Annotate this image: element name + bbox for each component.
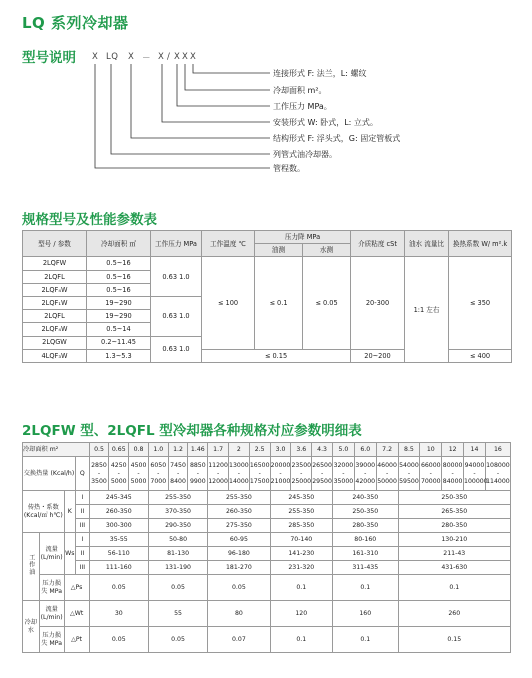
detail-area-value: 7.2: [376, 443, 398, 457]
flow-value: 35-55: [89, 533, 148, 547]
heat-min: 66000: [420, 461, 441, 469]
oil-drop-value: 0.1: [270, 575, 332, 601]
heat-min: 23500: [291, 461, 312, 469]
spec-header-ratio: 油水 流量比: [405, 231, 449, 257]
spec-model: 2LQFL: [23, 270, 87, 283]
k-value: 285-350: [270, 519, 332, 533]
heat-max: 59500: [399, 477, 419, 485]
spec-table: [22, 230, 512, 363]
detail-area-value: 0.5: [89, 443, 109, 457]
heat-min: 4250: [110, 461, 127, 469]
water-drop-value: 0.1: [270, 627, 332, 653]
table-row: [23, 601, 511, 627]
spec-pressure: 0.63 1.0: [151, 336, 202, 362]
model-code-diagram: [92, 40, 422, 190]
heat-max: 25000: [291, 477, 312, 485]
k-value: 265-350: [398, 505, 510, 519]
detail-heat-cell: 7450 - 8400: [168, 457, 188, 491]
water-flow-value: 120: [270, 601, 332, 627]
detail-flow-label: 流量 (L/min): [39, 533, 64, 575]
spec-viscosity-last: 20~200: [351, 349, 405, 362]
spec-header-viscosity: 介质粘度 cSt: [351, 231, 405, 257]
detail-heat-cell: 11200 - 12000: [208, 457, 229, 491]
oil-drop-value: 0.1: [398, 575, 510, 601]
spec-model: 2LQGW: [23, 336, 87, 349]
spec-area: 19~290: [87, 296, 151, 309]
detail-heat-cell: 16500 - 17500: [249, 457, 270, 491]
model-desc-type: 列管式油冷却器。: [273, 150, 337, 159]
model-desc-install: 安装形式 W: 卧式，L: 立式。: [273, 118, 378, 127]
spec-model: 2LQFL: [23, 310, 87, 323]
detail-area-value: 16: [485, 443, 510, 457]
flow-value: 231-320: [270, 561, 332, 575]
page-title: LQ 系列冷却器: [22, 14, 129, 32]
detail-heat-cell: 4500 - 5000: [129, 457, 149, 491]
detail-area-value: 2.5: [249, 443, 270, 457]
spec-pressure: 0.63 1.0: [151, 257, 202, 297]
spec-header-drop-water: 水测: [303, 244, 351, 257]
spec-header-drop-oil: 油测: [255, 244, 303, 257]
detail-area-value: 1.2: [168, 443, 188, 457]
k-value: 370-350: [148, 505, 207, 519]
water-flow-value: 30: [89, 601, 148, 627]
spec-area: 0.5~16: [87, 270, 151, 283]
k-value: 300-300: [89, 519, 148, 533]
detail-heat-cell: 4250 - 5000: [109, 457, 129, 491]
spec-model: 2LQF₄W: [23, 323, 87, 336]
water-flow-value: 260: [398, 601, 510, 627]
table-row: [23, 561, 511, 575]
detail-area-value: 0.65: [109, 443, 129, 457]
flow-value: 311-435: [332, 561, 398, 575]
detail-heat-cell: 32000 - 35000: [332, 457, 354, 491]
flow-value: 56-110: [89, 547, 148, 561]
detail-area-value: 3.0: [270, 443, 291, 457]
model-desc-pressure: 工作压力 MPa。: [273, 102, 332, 111]
heat-min: 7450: [170, 461, 186, 469]
flow-value: 161-310: [332, 547, 398, 561]
flow-value: 81-130: [148, 547, 207, 561]
spec-header-drop: 压力降 MPa: [255, 231, 351, 244]
water-drop-value: 0.05: [148, 627, 207, 653]
detail-area-label: 冷却面积 m²: [23, 443, 90, 457]
detail-heat-cell: 54000 - 59500: [398, 457, 420, 491]
detail-ws-symbol: Ws: [64, 533, 75, 575]
detail-heat-cell: 20000 - 21000: [270, 457, 291, 491]
k-value: 275-350: [208, 519, 270, 533]
detail-pt-symbol: △Pt: [64, 627, 89, 653]
detail-ps-symbol: △Ps: [64, 575, 89, 601]
heat-min: 4500: [130, 461, 147, 469]
spec-temp: ≤ 100: [202, 257, 255, 349]
model-section-title: 型号说明: [22, 50, 76, 66]
spec-drop-water: ≤ 0.05: [303, 257, 351, 349]
heat-min: 2850: [91, 461, 107, 469]
detail-heat-cell: 66000 - 70000: [420, 457, 442, 491]
heat-min: 46000: [377, 461, 397, 469]
flow-value: 431-630: [398, 561, 510, 575]
heat-min: 80000: [442, 461, 463, 469]
detail-heat-cell: 80000 - 84000: [442, 457, 464, 491]
spec-area: 0.5~14: [87, 323, 151, 336]
table-row: [23, 257, 512, 270]
detail-heat-label: 交换热量 (Kcal/h): [23, 457, 76, 491]
detail-area-value: 10: [420, 443, 442, 457]
k-value: 245-350: [270, 491, 332, 505]
spec-header-coef: 换热系数 W/ m².k: [449, 231, 512, 257]
detail-wt-symbol: △Wt: [64, 601, 89, 627]
k-value: 280-350: [398, 519, 510, 533]
heat-max: 100000: [464, 477, 488, 485]
flow-value: 211-43: [398, 547, 510, 561]
oil-drop-value: 0.05: [208, 575, 270, 601]
heat-max: 9900: [189, 477, 206, 485]
heat-max: 5000: [130, 477, 147, 485]
roman-numeral: II: [76, 505, 90, 519]
spec-model: 4LQF₃W: [23, 349, 87, 362]
code-segment: －: [142, 54, 152, 64]
spec-header-area: 冷却面积 ㎡: [87, 231, 151, 257]
water-drop-value: 0.07: [208, 627, 270, 653]
spec-pressure: 0.63 1.0: [151, 296, 202, 336]
heat-min: 20000: [270, 461, 291, 469]
spec-ratio: 1:1 左右: [405, 257, 449, 363]
detail-heat-cell: 39000 - 42000: [354, 457, 376, 491]
heat-min: 54000: [399, 461, 419, 469]
heat-min: 8850: [189, 461, 206, 469]
detail-oil-drop-label: 压力损失 MPa: [39, 575, 64, 601]
flow-value: 130-210: [398, 533, 510, 547]
roman-numeral: I: [76, 533, 90, 547]
heat-min: 94000: [464, 461, 485, 469]
detail-table: [22, 442, 511, 653]
heat-max: 3500: [91, 477, 107, 485]
spec-viscosity: 20-300: [351, 257, 405, 349]
detail-area-row: [23, 443, 511, 457]
detail-water-drop-label: 压力损失 MPa: [39, 627, 64, 653]
detail-area-value: 1.0: [148, 443, 168, 457]
roman-numeral: I: [76, 491, 90, 505]
spec-drop-oil: ≤ 0.1: [255, 257, 303, 349]
spec-area: 0.5~16: [87, 257, 151, 270]
water-flow-value: 55: [148, 601, 207, 627]
spec-model: 2LQFW: [23, 257, 87, 270]
heat-max: 12000: [208, 477, 228, 485]
detail-heat-cell: 2850 - 3500: [89, 457, 109, 491]
code-segment: LQ: [106, 52, 119, 62]
detail-area-value: 0.8: [129, 443, 149, 457]
oil-drop-value: 0.05: [89, 575, 148, 601]
k-value: 290-350: [148, 519, 207, 533]
oil-drop-value: 0.05: [148, 575, 207, 601]
roman-numeral: III: [76, 561, 90, 575]
spec-area: 0.2~11.45: [87, 336, 151, 349]
code-segment: X: [174, 52, 181, 62]
heat-max: 14000: [229, 477, 249, 485]
spec-header-pressure: 工作压力 MPa: [151, 231, 202, 257]
heat-min: 26500: [312, 461, 332, 469]
spec-drop-last: ≤ 0.15: [202, 349, 351, 362]
detail-area-value: 12: [442, 443, 464, 457]
detail-area-value: 3.6: [291, 443, 312, 457]
detail-heat-cell: 23500 - 25000: [291, 457, 312, 491]
table-row: [23, 491, 511, 505]
detail-heat-cell: 6050 - 7000: [148, 457, 168, 491]
oil-drop-value: 0.1: [332, 575, 398, 601]
water-drop-value: 0.05: [89, 627, 148, 653]
heat-max: 114000: [486, 477, 510, 485]
heat-max: 21000: [270, 477, 291, 485]
table-row: [23, 575, 511, 601]
k-value: 280-350: [332, 519, 398, 533]
detail-heat-cell: 26500 - 29500: [312, 457, 333, 491]
flow-value: 50-80: [148, 533, 207, 547]
heat-min: 16500: [249, 461, 270, 469]
spec-coef: ≤ 350: [449, 257, 512, 349]
k-value: 255-350: [270, 505, 332, 519]
k-value: 260-350: [89, 505, 148, 519]
detail-area-value: 2: [229, 443, 250, 457]
detail-area-value: 6.0: [354, 443, 376, 457]
water-flow-value: 160: [332, 601, 398, 627]
heat-min: 13000: [229, 461, 249, 469]
flow-value: 60-95: [208, 533, 270, 547]
code-segment: X: [158, 52, 165, 62]
code-segment: X: [190, 52, 197, 62]
roman-numeral: II: [76, 547, 90, 561]
heat-max: 8400: [170, 477, 186, 485]
spec-section-title: 规格型号及性能参数表: [22, 212, 157, 228]
heat-min: 32000: [333, 461, 354, 469]
code-segment: X: [92, 52, 99, 62]
heat-max: 29500: [312, 477, 332, 485]
spec-area: 0.5~16: [87, 283, 151, 296]
k-value: 255-350: [148, 491, 207, 505]
k-value: 255-350: [208, 491, 270, 505]
k-value: 250-350: [398, 491, 510, 505]
heat-max: 70000: [420, 477, 441, 485]
spec-coef-last: ≤ 400: [449, 349, 512, 362]
flow-value: 80-160: [332, 533, 398, 547]
heat-min: 108000: [486, 461, 510, 469]
k-value: 240-350: [332, 491, 398, 505]
heat-max: 42000: [355, 477, 376, 485]
heat-min: 39000: [355, 461, 376, 469]
detail-work-oil-label: 工作油: [23, 533, 40, 601]
spec-area: 1.3~5.3: [87, 349, 151, 362]
code-segment: X: [182, 52, 189, 62]
detail-area-value: 14: [464, 443, 486, 457]
detail-heat-row: [23, 457, 511, 491]
detail-heat-cell: 46000 - 50000: [376, 457, 398, 491]
water-drop-value: 0.1: [332, 627, 398, 653]
detail-area-value: 8.5: [398, 443, 420, 457]
water-flow-value: 80: [208, 601, 270, 627]
flow-value: 96-180: [208, 547, 270, 561]
k-value: 245-345: [89, 491, 148, 505]
heat-max: 7000: [150, 477, 167, 485]
model-code-leader-lines: [92, 40, 422, 190]
heat-max: 84000: [442, 477, 463, 485]
code-segment: /: [167, 52, 171, 62]
detail-area-value: 1.46: [188, 443, 208, 457]
flow-value: 111-160: [89, 561, 148, 575]
table-row: [23, 627, 511, 653]
table-row: [23, 519, 511, 533]
table-row: [23, 505, 511, 519]
heat-max: 50000: [377, 477, 397, 485]
spec-header-temp: 工作温度 ℃: [202, 231, 255, 257]
detail-area-value: 1.7: [208, 443, 229, 457]
table-row: [23, 547, 511, 561]
detail-water-label: 冷却水: [23, 601, 40, 653]
detail-heat-cell: 94000 - 100000: [464, 457, 486, 491]
detail-heat-cell: 13000 - 14000: [229, 457, 250, 491]
heat-max: 17500: [249, 477, 270, 485]
water-drop-value: 0.15: [398, 627, 510, 653]
k-value: 250-350: [332, 505, 398, 519]
model-desc-passes: 管程数。: [273, 164, 305, 173]
detail-k-symbol: K: [64, 491, 75, 533]
roman-numeral: III: [76, 519, 90, 533]
flow-value: 70-140: [270, 533, 332, 547]
table-row: [23, 533, 511, 547]
model-desc-connection: 连接形式 F: 法兰，L: 螺纹: [273, 69, 367, 78]
detail-heat-symbol: Q: [76, 457, 90, 491]
spec-area: 19~290: [87, 310, 151, 323]
flow-value: 131-190: [148, 561, 207, 575]
detail-area-value: 5.0: [332, 443, 354, 457]
flow-value: 181-270: [208, 561, 270, 575]
spec-model: 2LQF₁W: [23, 296, 87, 309]
flow-value: 141-230: [270, 547, 332, 561]
detail-area-value: 4.3: [312, 443, 333, 457]
spec-model: 2LQF₄W: [23, 283, 87, 296]
detail-section-title: 2LQFW 型、2LQFL 型冷却器各种规格对应参数明细表: [22, 423, 362, 439]
heat-max: 35000: [333, 477, 354, 485]
detail-heat-cell: 108000 - 114000: [485, 457, 510, 491]
model-desc-area: 冷却面积 m²。: [273, 86, 327, 95]
spec-header-model: 型号 / 参数: [23, 231, 87, 257]
detail-heat-cell: 8850 - 9900: [188, 457, 208, 491]
k-value: 260-350: [208, 505, 270, 519]
heat-min: 6050: [150, 461, 167, 469]
detail-water-flow-label: 流量 (L/min): [39, 601, 64, 627]
heat-max: 5000: [110, 477, 127, 485]
code-segment: X: [128, 52, 135, 62]
detail-k-label: 传热・系数 (Kcal/㎡ h℃): [23, 491, 65, 533]
model-desc-structure: 结构形式 F: 浮头式，G: 固定管板式: [273, 134, 401, 143]
heat-min: 11200: [208, 461, 228, 469]
